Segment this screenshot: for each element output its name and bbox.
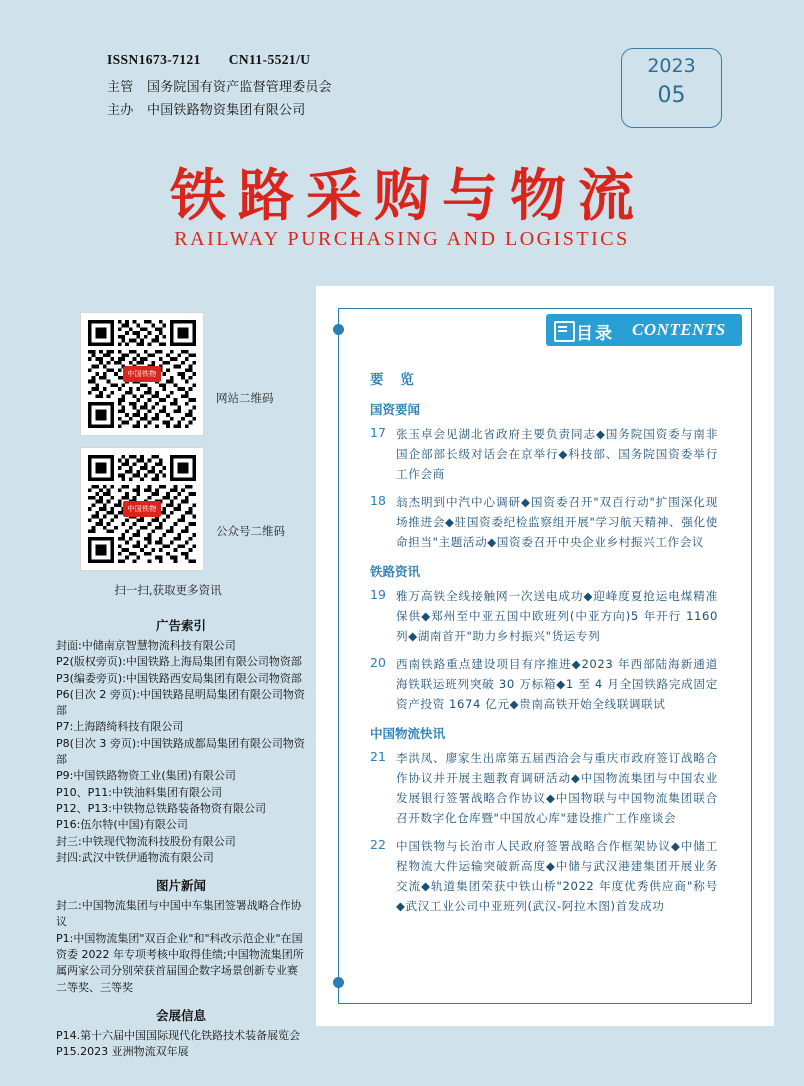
supervisor-value: 国务院国有资产监督管理委员会	[147, 80, 332, 95]
left-column	[30, 290, 306, 1059]
toc-page-number: 18	[370, 493, 386, 508]
qr-brand-logo: 中国铁物	[123, 366, 161, 382]
exhibition-heading: 会展信息	[155, 1007, 206, 1023]
ad-index-item: P12、P13:中铁物总铁路装备物资有限公司	[56, 801, 266, 815]
exhibition-item: P15.2023 亚洲物流双年展	[56, 1045, 189, 1059]
photo-news-item: P1:中国物流集团"双百企业"和"科改示范企业"在国资委 2022 年专项考核中取得佳绩;中国物流集团所属两家公司分别荣获首届国企数字场景创新专业赛二等奖、三等奖	[56, 931, 304, 994]
contents-frame-bottom-rule	[338, 1003, 752, 1004]
ad-index-heading: 广告索引	[155, 618, 206, 633]
toc-page-number: 22	[370, 837, 386, 852]
decorative-dot-bottom	[333, 977, 344, 988]
cn-number: CN11-5521/U	[228, 52, 311, 67]
ad-index-item: P3(编委旁页):中国铁路西安局集团有限公司物资部	[56, 671, 302, 685]
ad-index-item: P7:上海踏绮科技有限公司	[56, 720, 184, 734]
ad-index-item: 封三:中铁现代物流科技股份有限公司	[56, 834, 236, 848]
toc-page-number: 17	[370, 425, 386, 440]
host-value: 中国铁路物资集团有限公司	[147, 103, 306, 118]
supervisor-line	[107, 76, 332, 95]
page-title-english: RAILWAY PURCHASING AND LOGISTICS	[174, 228, 630, 250]
toc-entry[interactable]	[370, 836, 718, 916]
issue-badge	[621, 48, 722, 128]
page-title: 铁路采购与物流	[170, 164, 646, 229]
wechat-qr-label: 公众号二维码	[216, 524, 285, 538]
toc-entry[interactable]	[370, 492, 718, 552]
qr-brand-logo: 中国铁物	[123, 501, 161, 517]
contents-banner-en: CONTENTS	[632, 320, 726, 339]
ad-index-block	[56, 606, 306, 1061]
toc-entry[interactable]	[370, 748, 718, 828]
issue-number: 05	[657, 83, 686, 108]
overview-title: 要 览	[370, 372, 420, 388]
toc-entry-text: 雅万高铁全线接触网一次送电成功◆迎峰度夏抢运电煤精准保供◆郑州至中亚五国中欧班列(中亚方向)5 年开行 1160 列◆湖南首开"助力乡村振兴"货运专列	[396, 589, 718, 643]
ad-index-item: 封四:武汉中铁伊通物流有限公司	[56, 850, 214, 864]
ad-index-item: P6(目次 2 旁页):中国铁路昆明局集团有限公司物资部	[56, 687, 305, 718]
toc-page-number: 21	[370, 749, 386, 764]
decorative-dot-top	[333, 324, 344, 335]
masthead	[0, 0, 804, 282]
toc-section-heading: 铁路资讯	[370, 564, 421, 579]
contents-banner	[546, 314, 742, 346]
ad-index-item: P16:伍尔特(中国)有限公司	[56, 818, 188, 832]
toc-page-number: 20	[370, 655, 386, 670]
photo-news-item: 封二:中国物流集团与中国中车集团签署战略合作协议	[56, 899, 302, 929]
scan-tip: 扫一扫,获取更多资讯	[114, 583, 222, 597]
toc-page-number: 19	[370, 587, 386, 602]
ad-index-item: P8(目次 3 旁页):中国铁路成都局集团有限公司物资部	[56, 736, 305, 767]
toc-entry-text: 翁杰明到中汽中心调研◆国资委召开"双百行动"扩围深化现场推进会◆驻国资委纪检监察组开展"学习航天精神、强化使命担当"主题活动◆国资委召开中央企业乡村振兴工作会议	[396, 495, 718, 549]
ad-index-item: P9:中国铁路物资工业(集团)有限公司	[56, 769, 236, 783]
toc-section-heading: 国资要闻	[370, 402, 421, 417]
toc-entry-text: 张玉卓会见湖北省政府主要负责同志◆国务院国资委与南非国企部部长级对话会在京举行◆科技部、国务院国资委举行工作会商	[396, 427, 718, 481]
ad-index-item: P2(版权旁页):中国铁路上海局集团有限公司物资部	[56, 655, 302, 669]
table-of-contents	[370, 368, 718, 924]
toc-entry[interactable]	[370, 424, 718, 484]
toc-entry-text: 李洪凤、廖家生出席第五届西洽会与重庆市政府签订战略合作协议并开展主题教育调研活动◆中国物流集团与中国农业发展银行签署战略合作协议◆中国物联与中国物流集团联合召开数字化仓库暨"中国放心库"建设推广工作座谈会	[396, 751, 718, 825]
supervisor-label: 主管	[107, 80, 134, 95]
contents-frame-top-rule	[338, 308, 752, 309]
ad-index-item: P10、P11:中铁油料集团有限公司	[56, 785, 222, 799]
list-icon	[554, 321, 575, 342]
ad-index-item: 封面:中储南京智慧物流科技有限公司	[56, 639, 236, 652]
host-line	[107, 99, 305, 118]
exhibition-item: P14.第十六届中国国际现代化铁路技术装备展览会	[56, 1028, 301, 1042]
issn-line	[107, 52, 310, 68]
toc-entry[interactable]	[370, 654, 718, 714]
toc-entry-text: 中国铁物与长治市人民政府签署战略合作框架协议◆中储工程物流大件运输突破新高度◆中储与武汉港建集团开展业务交流◆轨道集团荣获中铁山桥"2022 年度优秀供应商"称号◆武汉工业公司中亚班列(武汉-阿拉木图)首发成功	[396, 839, 718, 913]
contents-banner-cn: 目录	[576, 324, 614, 344]
contents-panel	[316, 286, 774, 1026]
photo-news-heading: 图片新闻	[155, 878, 206, 894]
toc-section-heading: 中国物流快讯	[370, 726, 446, 741]
toc-entry-text: 西南铁路重点建设项目有序推进◆2023 年西部陆海新通道海铁联运班列突破 30 万标箱◆1 至 4 月全国铁路完成固定资产投资 1674 亿元◆贵南高铁开始全线联调联试	[396, 657, 718, 711]
issn-number: ISSN1673-7121	[107, 52, 201, 67]
host-label: 主办	[107, 103, 134, 118]
issue-year: 2023	[647, 55, 696, 77]
wechat-qr-code[interactable]	[80, 447, 204, 571]
website-qr-code[interactable]	[80, 312, 204, 436]
toc-entry[interactable]	[370, 586, 718, 646]
website-qr-label: 网站二维码	[216, 391, 274, 405]
